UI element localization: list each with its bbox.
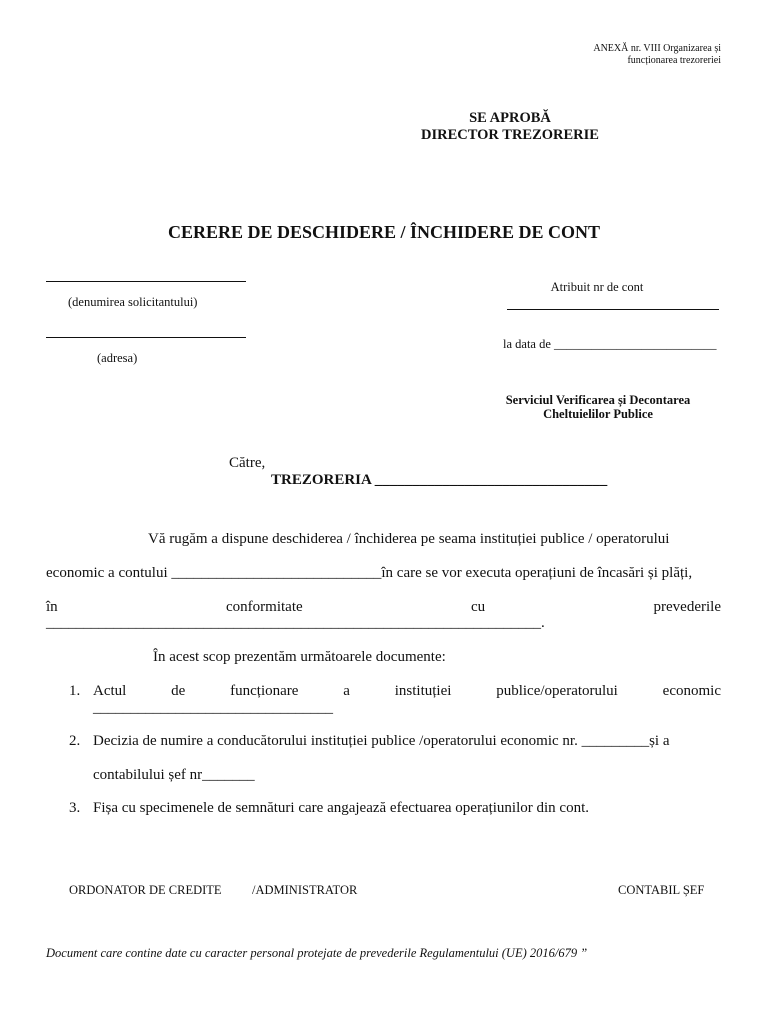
- service-block: [478, 393, 718, 421]
- signature-ordonator: ORDONATOR DE CREDITE: [69, 883, 222, 897]
- document-2-number: 2.: [69, 733, 81, 749]
- paragraph-word: prevederile: [653, 599, 721, 615]
- list-word: funcționare: [230, 683, 299, 699]
- paragraph-word: în: [46, 599, 58, 615]
- paragraph-word: conformitate: [226, 599, 303, 615]
- annex-line-1: ANEXĂ nr. VIII Organizarea și: [593, 43, 721, 54]
- paragraph-word: cu: [471, 599, 486, 615]
- list-word: economic: [662, 683, 721, 699]
- paragraph-line-4: __________________________________________________________________.: [46, 615, 545, 631]
- recipient-to: Către,: [229, 455, 266, 471]
- approval-block: [380, 110, 640, 144]
- recipient-treasury: TREZORERIA _______________________________: [271, 472, 608, 488]
- document-3-number: 3.: [69, 800, 81, 816]
- paragraph-line-1: Vă rugăm a dispune deschiderea / închiderea pe seama instituției publice / operatorului: [148, 531, 670, 547]
- account-label: Atribuit nr de cont: [550, 280, 644, 294]
- document-1-line-2: ________________________________: [93, 700, 333, 716]
- document-2-line-2: contabilului șef nr_______: [93, 767, 255, 783]
- paragraph-line-3: [46, 599, 721, 616]
- list-word: Actul: [93, 683, 127, 699]
- document-3-line-1: Fișa cu specimenele de semnături care angajează efectuarea operațiunilor din cont.: [93, 800, 590, 816]
- document-title: CERERE DE DESCHIDERE / ÎNCHIDERE DE CONT: [167, 222, 601, 242]
- annex-line-2: funcționarea trezoreriei: [627, 55, 721, 66]
- list-word: de: [171, 683, 186, 699]
- document-2-line-1: Decizia de numire a conducătorului instituției publice /operatorului economic nr. _________și a: [93, 733, 670, 749]
- applicant-caption: (denumirea solicitantului): [68, 295, 198, 309]
- document-1-number: 1.: [69, 683, 81, 699]
- signature-accountant: CONTABIL ȘEF: [618, 883, 705, 897]
- service-line-2: Cheltuielilor Publice: [543, 407, 653, 421]
- signature-administrator: /ADMINISTRATOR: [252, 883, 358, 897]
- documents-intro: În acest scop prezentăm următoarele documente:: [153, 649, 446, 665]
- approval-line-2: DIRECTOR TREZORERIE: [421, 127, 599, 143]
- annex-header: [521, 43, 721, 67]
- applicant-name-line[interactable]: [46, 281, 246, 282]
- list-word: publice/operatorului: [496, 683, 618, 699]
- gdpr-footer-note: Document care contine date cu caracter personal protejate de prevederile Regulamentului (UE) 2016/679 ”: [46, 946, 588, 960]
- address-caption: (adresa): [97, 351, 138, 365]
- address-line[interactable]: [46, 337, 246, 338]
- service-line-1: Serviciul Verificarea și Decontarea: [505, 393, 691, 407]
- list-word: instituției: [394, 683, 452, 699]
- account-number-line[interactable]: [507, 309, 719, 310]
- date-field[interactable]: la data de __________________________: [503, 337, 717, 351]
- list-word: a: [343, 683, 350, 699]
- approval-line-1: SE APROBĂ: [469, 110, 551, 126]
- document-1-line-1: [93, 683, 721, 700]
- paragraph-line-2: economic a contului ____________________________în care se vor executa operațiuni de încasări și plăți,: [46, 565, 693, 581]
